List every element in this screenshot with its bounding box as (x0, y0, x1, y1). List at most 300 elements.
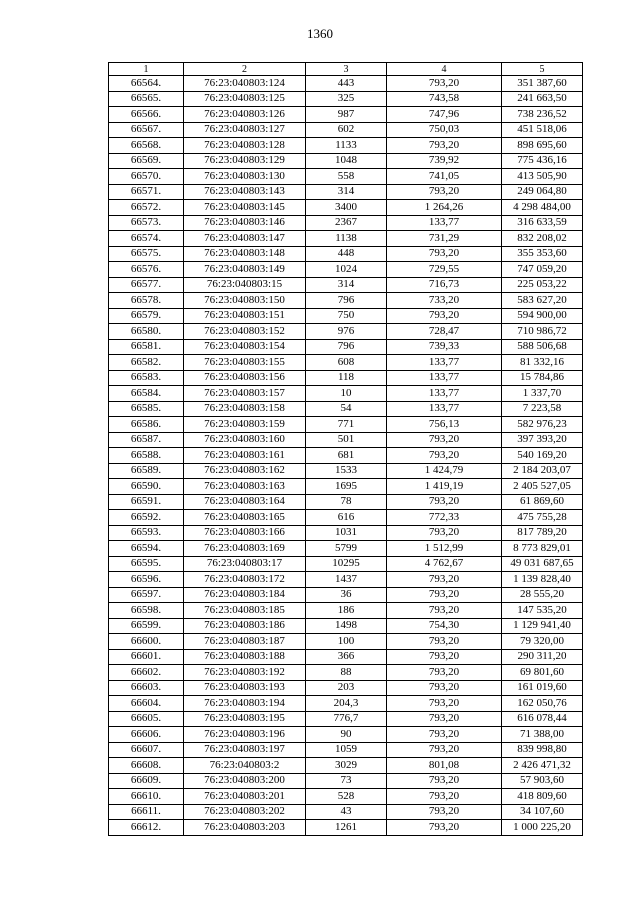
row-number-cell: 66577. (109, 277, 184, 293)
cadastral-value-cell: 2 426 471,32 (502, 758, 583, 774)
cadastral-number-cell: 76:23:040803:147 (184, 231, 306, 247)
table-row (109, 153, 583, 169)
specific-value-cell: 716,73 (387, 277, 502, 293)
cadastral-value-cell: 832 208,02 (502, 231, 583, 247)
cadastral-value-cell: 710 986,72 (502, 324, 583, 340)
area-cell: 90 (306, 727, 387, 743)
cadastral-number-cell: 76:23:040803:157 (184, 386, 306, 402)
specific-value-cell: 1 424,79 (387, 463, 502, 479)
row-number-cell: 66603. (109, 680, 184, 696)
table-row (109, 711, 583, 727)
area-cell: 771 (306, 417, 387, 433)
specific-value-cell: 731,29 (387, 231, 502, 247)
area-cell: 1498 (306, 618, 387, 634)
cadastral-value-cell: 49 031 687,65 (502, 556, 583, 572)
area-cell: 602 (306, 122, 387, 138)
specific-value-cell: 739,92 (387, 153, 502, 169)
area-cell: 1031 (306, 525, 387, 541)
specific-value-cell: 747,96 (387, 107, 502, 123)
cadastral-value-cell: 582 976,23 (502, 417, 583, 433)
specific-value-cell: 793,20 (387, 138, 502, 154)
table-row (109, 479, 583, 495)
area-cell: 616 (306, 510, 387, 526)
cadastral-value-cell: 588 506,68 (502, 339, 583, 355)
area-cell: 987 (306, 107, 387, 123)
specific-value-cell: 1 419,19 (387, 479, 502, 495)
cadastral-number-cell: 76:23:040803:162 (184, 463, 306, 479)
specific-value-cell: 133,77 (387, 401, 502, 417)
specific-value-cell: 793,20 (387, 184, 502, 200)
cadastral-value-cell: 418 809,60 (502, 789, 583, 805)
cadastral-number-cell: 76:23:040803:172 (184, 572, 306, 588)
area-cell: 681 (306, 448, 387, 464)
row-number-cell: 66597. (109, 587, 184, 603)
cadastral-number-cell: 76:23:040803:186 (184, 618, 306, 634)
cadastral-number-cell: 76:23:040803:148 (184, 246, 306, 262)
row-number-cell: 66579. (109, 308, 184, 324)
specific-value-cell: 1 264,26 (387, 200, 502, 216)
row-number-cell: 66565. (109, 91, 184, 107)
cadastral-number-cell: 76:23:040803:130 (184, 169, 306, 185)
specific-value-cell: 793,20 (387, 649, 502, 665)
cadastral-number-cell: 76:23:040803:143 (184, 184, 306, 200)
area-cell: 1048 (306, 153, 387, 169)
row-number-cell: 66575. (109, 246, 184, 262)
area-cell: 501 (306, 432, 387, 448)
row-number-cell: 66610. (109, 789, 184, 805)
table-row (109, 386, 583, 402)
table-row (109, 680, 583, 696)
row-number-cell: 66582. (109, 355, 184, 371)
table-row (109, 510, 583, 526)
cadastral-number-cell: 76:23:040803:164 (184, 494, 306, 510)
table-row (109, 665, 583, 681)
row-number-cell: 66606. (109, 727, 184, 743)
cadastral-value-cell: 147 535,20 (502, 603, 583, 619)
specific-value-cell: 133,77 (387, 370, 502, 386)
row-number-cell: 66590. (109, 479, 184, 495)
specific-value-cell: 793,20 (387, 804, 502, 820)
row-number-cell: 66602. (109, 665, 184, 681)
row-number-cell: 66566. (109, 107, 184, 123)
table-row (109, 804, 583, 820)
table-row (109, 618, 583, 634)
cadastral-value-cell: 34 107,60 (502, 804, 583, 820)
cadastral-number-cell: 76:23:040803:187 (184, 634, 306, 650)
cadastral-value-cell: 2 184 203,07 (502, 463, 583, 479)
specific-value-cell: 772,33 (387, 510, 502, 526)
row-number-cell: 66599. (109, 618, 184, 634)
row-number-cell: 66609. (109, 773, 184, 789)
specific-value-cell: 739,33 (387, 339, 502, 355)
cadastral-number-cell: 76:23:040803:166 (184, 525, 306, 541)
row-number-cell: 66568. (109, 138, 184, 154)
specific-value-cell: 793,20 (387, 665, 502, 681)
cadastral-number-cell: 76:23:040803:192 (184, 665, 306, 681)
table-row (109, 91, 583, 107)
cadastral-value-cell: 540 169,20 (502, 448, 583, 464)
cadastral-value-cell: 1 337,70 (502, 386, 583, 402)
table-row (109, 308, 583, 324)
area-cell: 558 (306, 169, 387, 185)
specific-value-cell: 793,20 (387, 727, 502, 743)
specific-value-cell: 793,20 (387, 587, 502, 603)
cadastral-value-cell: 2 405 527,05 (502, 479, 583, 495)
area-cell: 10295 (306, 556, 387, 572)
row-number-cell: 66581. (109, 339, 184, 355)
area-cell: 1533 (306, 463, 387, 479)
column-header-5: 5 (502, 63, 583, 76)
area-cell: 73 (306, 773, 387, 789)
specific-value-cell: 793,20 (387, 742, 502, 758)
row-number-cell: 66600. (109, 634, 184, 650)
row-number-cell: 66567. (109, 122, 184, 138)
area-cell: 10 (306, 386, 387, 402)
area-cell: 2367 (306, 215, 387, 231)
cadastral-value-table (108, 62, 583, 836)
row-number-cell: 66573. (109, 215, 184, 231)
row-number-cell: 66585. (109, 401, 184, 417)
area-cell: 314 (306, 277, 387, 293)
area-cell: 1138 (306, 231, 387, 247)
row-number-cell: 66587. (109, 432, 184, 448)
cadastral-number-cell: 76:23:040803:200 (184, 773, 306, 789)
cadastral-value-cell: 451 518,06 (502, 122, 583, 138)
cadastral-value-cell: 775 436,16 (502, 153, 583, 169)
area-cell: 325 (306, 91, 387, 107)
cadastral-number-cell: 76:23:040803:124 (184, 76, 306, 92)
column-header-1: 1 (109, 63, 184, 76)
cadastral-number-cell: 76:23:040803:161 (184, 448, 306, 464)
area-cell: 3400 (306, 200, 387, 216)
table-row (109, 463, 583, 479)
specific-value-cell: 793,20 (387, 603, 502, 619)
area-cell: 608 (306, 355, 387, 371)
row-number-cell: 66596. (109, 572, 184, 588)
specific-value-cell: 133,77 (387, 355, 502, 371)
specific-value-cell: 133,77 (387, 386, 502, 402)
column-header-2: 2 (184, 63, 306, 76)
area-cell: 1695 (306, 479, 387, 495)
area-cell: 448 (306, 246, 387, 262)
specific-value-cell: 793,20 (387, 711, 502, 727)
table-row (109, 200, 583, 216)
row-number-cell: 66570. (109, 169, 184, 185)
row-number-cell: 66595. (109, 556, 184, 572)
header-row (109, 63, 583, 76)
table-row (109, 401, 583, 417)
cadastral-value-cell: 316 633,59 (502, 215, 583, 231)
cadastral-number-cell: 76:23:040803:163 (184, 479, 306, 495)
cadastral-value-cell: 81 332,16 (502, 355, 583, 371)
specific-value-cell: 754,30 (387, 618, 502, 634)
cadastral-value-cell: 839 998,80 (502, 742, 583, 758)
cadastral-value-cell: 69 801,60 (502, 665, 583, 681)
cadastral-number-cell: 76:23:040803:158 (184, 401, 306, 417)
cadastral-number-cell: 76:23:040803:188 (184, 649, 306, 665)
area-cell: 976 (306, 324, 387, 340)
row-number-cell: 66576. (109, 262, 184, 278)
cadastral-value-cell: 397 393,20 (502, 432, 583, 448)
specific-value-cell: 729,55 (387, 262, 502, 278)
table-row (109, 742, 583, 758)
cadastral-value-cell: 1 139 828,40 (502, 572, 583, 588)
table-row (109, 107, 583, 123)
cadastral-value-cell: 162 050,76 (502, 696, 583, 712)
cadastral-value-cell: 583 627,20 (502, 293, 583, 309)
area-cell: 776,7 (306, 711, 387, 727)
page-number: 1360 (307, 26, 333, 41)
cadastral-value-cell: 7 223,58 (502, 401, 583, 417)
specific-value-cell: 1 512,99 (387, 541, 502, 557)
cadastral-number-cell: 76:23:040803:159 (184, 417, 306, 433)
row-number-cell: 66611. (109, 804, 184, 820)
row-number-cell: 66588. (109, 448, 184, 464)
area-cell: 43 (306, 804, 387, 820)
cadastral-number-cell: 76:23:040803:184 (184, 587, 306, 603)
area-cell: 100 (306, 634, 387, 650)
table-row (109, 727, 583, 743)
row-number-cell: 66572. (109, 200, 184, 216)
table-row (109, 448, 583, 464)
specific-value-cell: 750,03 (387, 122, 502, 138)
table-row (109, 494, 583, 510)
table-row (109, 789, 583, 805)
cadastral-value-cell: 1 000 225,20 (502, 820, 583, 836)
cadastral-value-cell: 738 236,52 (502, 107, 583, 123)
table-row (109, 634, 583, 650)
specific-value-cell: 793,20 (387, 773, 502, 789)
specific-value-cell: 793,20 (387, 308, 502, 324)
specific-value-cell: 793,20 (387, 572, 502, 588)
area-cell: 186 (306, 603, 387, 619)
area-cell: 796 (306, 293, 387, 309)
table-row (109, 246, 583, 262)
cadastral-number-cell: 76:23:040803:151 (184, 308, 306, 324)
table-row (109, 215, 583, 231)
cadastral-value-cell: 817 789,20 (502, 525, 583, 541)
table-row (109, 138, 583, 154)
row-number-cell: 66580. (109, 324, 184, 340)
cadastral-value-cell: 15 784,86 (502, 370, 583, 386)
specific-value-cell: 793,20 (387, 680, 502, 696)
specific-value-cell: 801,08 (387, 758, 502, 774)
table-row (109, 758, 583, 774)
cadastral-value-cell: 249 064,80 (502, 184, 583, 200)
specific-value-cell: 4 762,67 (387, 556, 502, 572)
cadastral-number-cell: 76:23:040803:196 (184, 727, 306, 743)
area-cell: 314 (306, 184, 387, 200)
table-row (109, 370, 583, 386)
cadastral-value-cell: 61 869,60 (502, 494, 583, 510)
cadastral-number-cell: 76:23:040803:195 (184, 711, 306, 727)
table-row (109, 696, 583, 712)
area-cell: 1261 (306, 820, 387, 836)
cadastral-number-cell: 76:23:040803:160 (184, 432, 306, 448)
table-row (109, 76, 583, 92)
table-row (109, 525, 583, 541)
cadastral-number-cell: 76:23:040803:169 (184, 541, 306, 557)
cadastral-number-cell: 76:23:040803:149 (184, 262, 306, 278)
specific-value-cell: 793,20 (387, 76, 502, 92)
row-number-cell: 66583. (109, 370, 184, 386)
row-number-cell: 66574. (109, 231, 184, 247)
area-cell: 3029 (306, 758, 387, 774)
column-header-4: 4 (387, 63, 502, 76)
table-row (109, 649, 583, 665)
cadastral-number-cell: 76:23:040803:125 (184, 91, 306, 107)
table-row (109, 587, 583, 603)
cadastral-value-cell: 225 053,22 (502, 277, 583, 293)
row-number-cell: 66607. (109, 742, 184, 758)
cadastral-number-cell: 76:23:040803:193 (184, 680, 306, 696)
row-number-cell: 66569. (109, 153, 184, 169)
specific-value-cell: 741,05 (387, 169, 502, 185)
specific-value-cell: 793,20 (387, 448, 502, 464)
table-body (109, 76, 583, 836)
row-number-cell: 66608. (109, 758, 184, 774)
table-row (109, 541, 583, 557)
row-number-cell: 66578. (109, 293, 184, 309)
area-cell: 1437 (306, 572, 387, 588)
row-number-cell: 66601. (109, 649, 184, 665)
table-row (109, 572, 583, 588)
cadastral-number-cell: 76:23:040803:165 (184, 510, 306, 526)
cadastral-number-cell: 76:23:040803:145 (184, 200, 306, 216)
cadastral-value-cell: 475 755,28 (502, 510, 583, 526)
column-header-3: 3 (306, 63, 387, 76)
cadastral-value-cell: 8 773 829,01 (502, 541, 583, 557)
cadastral-value-cell: 351 387,60 (502, 76, 583, 92)
specific-value-cell: 743,58 (387, 91, 502, 107)
table-row (109, 556, 583, 572)
cadastral-number-cell: 76:23:040803:150 (184, 293, 306, 309)
table-row (109, 820, 583, 836)
specific-value-cell: 793,20 (387, 432, 502, 448)
area-cell: 796 (306, 339, 387, 355)
cadastral-value-cell: 616 078,44 (502, 711, 583, 727)
specific-value-cell: 793,20 (387, 789, 502, 805)
specific-value-cell: 133,77 (387, 215, 502, 231)
area-cell: 78 (306, 494, 387, 510)
area-cell: 5799 (306, 541, 387, 557)
row-number-cell: 66584. (109, 386, 184, 402)
area-cell: 36 (306, 587, 387, 603)
table-row (109, 603, 583, 619)
table-row (109, 432, 583, 448)
table-row (109, 773, 583, 789)
area-cell: 1059 (306, 742, 387, 758)
area-cell: 54 (306, 401, 387, 417)
row-number-cell: 66598. (109, 603, 184, 619)
table-row (109, 122, 583, 138)
cadastral-number-cell: 76:23:040803:128 (184, 138, 306, 154)
cadastral-number-cell: 76:23:040803:194 (184, 696, 306, 712)
row-number-cell: 66586. (109, 417, 184, 433)
cadastral-number-cell: 76:23:040803:152 (184, 324, 306, 340)
cadastral-number-cell: 76:23:040803:201 (184, 789, 306, 805)
table-row (109, 169, 583, 185)
area-cell: 1133 (306, 138, 387, 154)
cadastral-value-cell: 161 019,60 (502, 680, 583, 696)
area-cell: 528 (306, 789, 387, 805)
cadastral-number-cell: 76:23:040803:185 (184, 603, 306, 619)
cadastral-number-cell: 76:23:040803:129 (184, 153, 306, 169)
specific-value-cell: 793,20 (387, 246, 502, 262)
table-row (109, 417, 583, 433)
table-row (109, 355, 583, 371)
row-number-cell: 66594. (109, 541, 184, 557)
cadastral-number-cell: 76:23:040803:202 (184, 804, 306, 820)
table-row (109, 231, 583, 247)
area-cell: 443 (306, 76, 387, 92)
cadastral-number-cell: 76:23:040803:15 (184, 277, 306, 293)
cadastral-value-cell: 241 663,50 (502, 91, 583, 107)
cadastral-value-cell: 594 900,00 (502, 308, 583, 324)
specific-value-cell: 733,20 (387, 293, 502, 309)
row-number-cell: 66589. (109, 463, 184, 479)
table-row (109, 339, 583, 355)
specific-value-cell: 793,20 (387, 494, 502, 510)
cadastral-number-cell: 76:23:040803:126 (184, 107, 306, 123)
specific-value-cell: 793,20 (387, 525, 502, 541)
cadastral-value-cell: 355 353,60 (502, 246, 583, 262)
cadastral-number-cell: 76:23:040803:155 (184, 355, 306, 371)
cadastral-number-cell: 76:23:040803:2 (184, 758, 306, 774)
cadastral-value-cell: 57 903,60 (502, 773, 583, 789)
specific-value-cell: 793,20 (387, 696, 502, 712)
row-number-cell: 66564. (109, 76, 184, 92)
cadastral-number-cell: 76:23:040803:156 (184, 370, 306, 386)
area-cell: 1024 (306, 262, 387, 278)
area-cell: 88 (306, 665, 387, 681)
cadastral-number-cell: 76:23:040803:203 (184, 820, 306, 836)
cadastral-value-cell: 71 388,00 (502, 727, 583, 743)
cadastral-number-cell: 76:23:040803:154 (184, 339, 306, 355)
row-number-cell: 66604. (109, 696, 184, 712)
cadastral-value-cell: 898 695,60 (502, 138, 583, 154)
row-number-cell: 66592. (109, 510, 184, 526)
table-row (109, 184, 583, 200)
specific-value-cell: 728,47 (387, 324, 502, 340)
cadastral-value-cell: 747 059,20 (502, 262, 583, 278)
table-row (109, 262, 583, 278)
cadastral-value-cell: 28 555,20 (502, 587, 583, 603)
row-number-cell: 66591. (109, 494, 184, 510)
cadastral-value-cell: 79 320,00 (502, 634, 583, 650)
specific-value-cell: 793,20 (387, 634, 502, 650)
area-cell: 366 (306, 649, 387, 665)
specific-value-cell: 793,20 (387, 820, 502, 836)
cadastral-value-cell: 4 298 484,00 (502, 200, 583, 216)
area-cell: 750 (306, 308, 387, 324)
specific-value-cell: 756,13 (387, 417, 502, 433)
area-cell: 204,3 (306, 696, 387, 712)
cadastral-number-cell: 76:23:040803:146 (184, 215, 306, 231)
table-row (109, 277, 583, 293)
cadastral-value-cell: 1 129 941,40 (502, 618, 583, 634)
row-number-cell: 66612. (109, 820, 184, 836)
area-cell: 118 (306, 370, 387, 386)
cadastral-value-cell: 290 311,20 (502, 649, 583, 665)
area-cell: 203 (306, 680, 387, 696)
cadastral-number-cell: 76:23:040803:17 (184, 556, 306, 572)
cadastral-number-cell: 76:23:040803:127 (184, 122, 306, 138)
cadastral-number-cell: 76:23:040803:197 (184, 742, 306, 758)
row-number-cell: 66605. (109, 711, 184, 727)
cadastral-value-cell: 413 505,90 (502, 169, 583, 185)
row-number-cell: 66593. (109, 525, 184, 541)
